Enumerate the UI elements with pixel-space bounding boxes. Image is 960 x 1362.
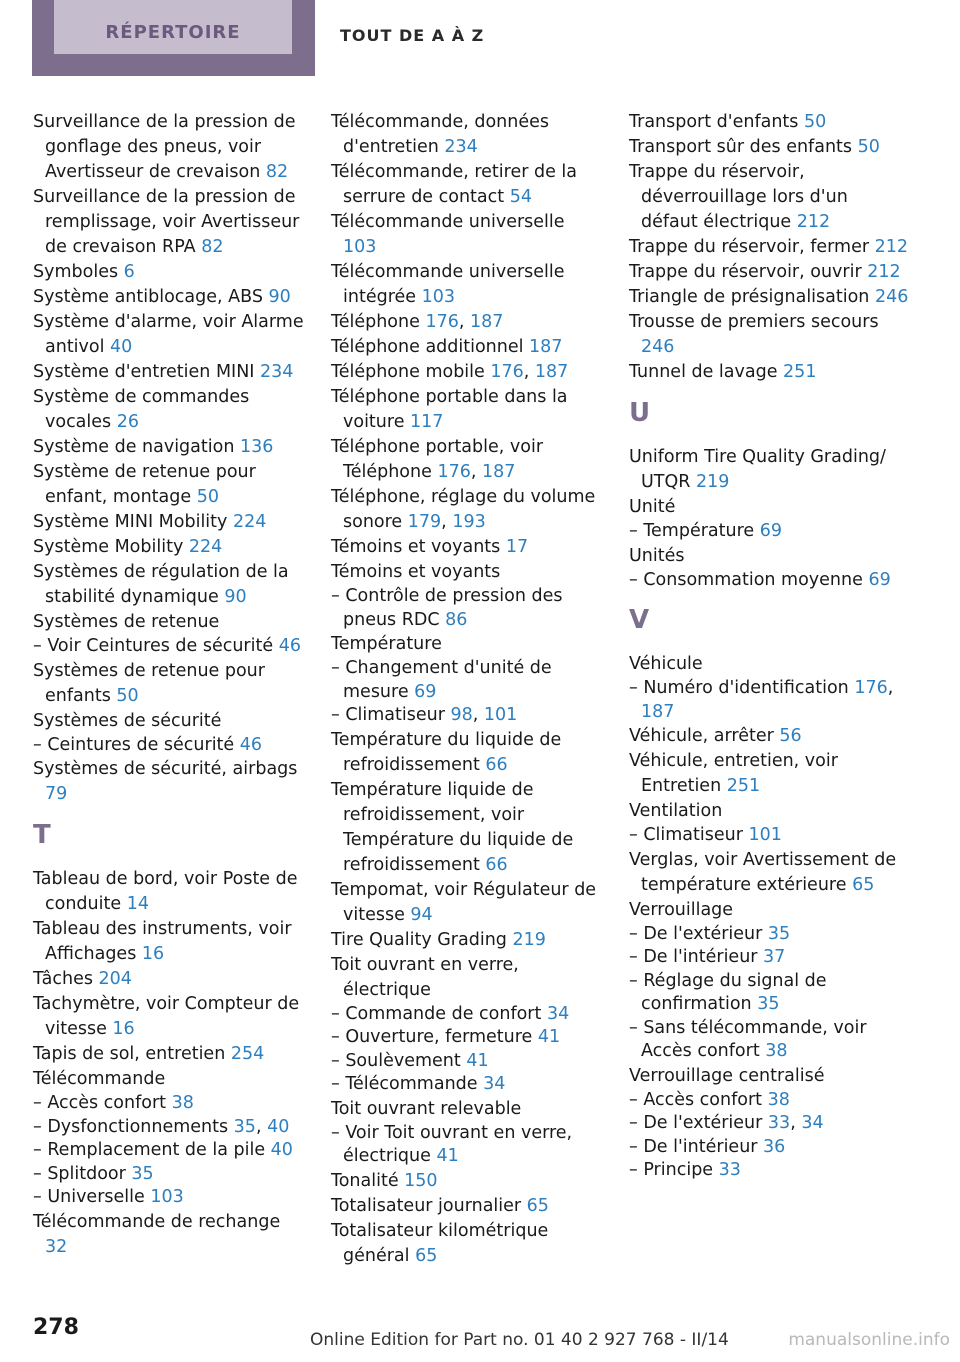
index-entry: Unités — [629, 545, 685, 566]
page-link[interactable]: 219 — [696, 472, 730, 492]
page-header — [0, 0, 960, 76]
page-link[interactable]: 35 — [757, 994, 780, 1014]
index-entry: Télécommande, données d'entretien 234 — [331, 112, 549, 157]
index-entry: Température du liquide de refroidissement 66 — [331, 729, 562, 775]
page-link[interactable]: 224 — [188, 537, 223, 557]
page-link[interactable]: 187 — [482, 462, 516, 482]
index-entry: Système d'entretien MINI 234 — [33, 362, 294, 382]
tab-repertoire[interactable] — [32, 0, 315, 76]
page-link[interactable]: 40 — [270, 1140, 293, 1160]
page-link[interactable]: 179 — [407, 512, 442, 532]
page-link[interactable]: 14 — [126, 894, 149, 914]
index-entry: Système Mobility 224 — [33, 537, 223, 557]
index-subentry: – Consommation moyenne 69 — [629, 569, 891, 590]
page-link[interactable]: 16 — [141, 944, 165, 964]
page-link[interactable]: 103 — [343, 237, 377, 257]
index-entry: Véhicule, entretien, voir Entretien 251 — [629, 751, 838, 796]
index-entry: Télécommande de rechange 32 — [33, 1211, 281, 1257]
page-link[interactable]: 6 — [123, 262, 135, 282]
page-link[interactable]: 34 — [801, 1113, 824, 1133]
page-link[interactable]: 103 — [150, 1187, 184, 1207]
page-link[interactable]: 35 — [767, 923, 791, 944]
page-link[interactable]: 69 — [759, 521, 783, 541]
page-link[interactable]: 32 — [45, 1236, 68, 1257]
page-link[interactable]: 66 — [485, 754, 508, 775]
index-column-1 — [33, 110, 305, 1260]
index-entry: Tempomat, voir Régulateur de vitesse 94 — [331, 879, 597, 925]
index-entry: Système de navigation 136 — [33, 437, 274, 457]
tab-repertoire-label: RÉPERTOIRE — [105, 22, 241, 43]
page-link[interactable]: 79 — [45, 784, 68, 804]
index-entry: Transport d'enfants 50 — [629, 112, 827, 132]
index-subentry: – De l'intérieur 36 — [629, 1136, 786, 1157]
section-letter-v: V — [629, 605, 650, 635]
index-entry: Systèmes de régulation de la stabilité dynamique 90 — [33, 562, 289, 607]
page-link[interactable]: 37 — [763, 947, 786, 967]
page-link[interactable]: 41 — [436, 1146, 459, 1166]
index-entry: Systèmes de sécurité — [33, 710, 222, 731]
page-link[interactable]: 86 — [445, 609, 468, 630]
page-link[interactable]: 176 — [437, 462, 471, 482]
page-link[interactable]: 254 — [230, 1044, 265, 1064]
index-subentry: – Ceintures de sécurité 46 — [33, 734, 263, 755]
page-link[interactable]: 90 — [268, 287, 291, 307]
index-entry: Système d'alarme, voir Alarme antivol 40 — [33, 312, 304, 357]
page-link[interactable]: 33 — [767, 1113, 791, 1133]
index-entry: Trappe du réservoir, déverrouillage lors d'un défaut électrique 212 — [629, 162, 848, 232]
page-link[interactable]: 193 — [452, 512, 486, 532]
index-entry: Systèmes de sécurité, airbags 79 — [33, 759, 298, 804]
index-subentry: – De l'extérieur 33, 34 — [629, 1113, 824, 1133]
index-entry: Véhicule — [629, 654, 703, 674]
page-link[interactable]: 35 — [131, 1163, 154, 1184]
index-entry: Système de retenue pour enfant, montage 50 — [33, 462, 256, 507]
page-link[interactable]: 176 — [490, 362, 524, 382]
index-entry: Uniform Tire Quality Grading/ UTQR 219 — [629, 447, 886, 492]
index-entry: Température — [331, 634, 442, 654]
index-entry: Témoins et voyants 17 — [331, 537, 529, 557]
index-subentry: – Soulèvement 41 — [331, 1050, 489, 1071]
page-link[interactable]: 117 — [410, 412, 444, 432]
page-link[interactable]: 101 — [483, 705, 518, 725]
index-entry: Symboles 6 — [33, 262, 135, 282]
tab-tout-de-a-a-z[interactable]: TOUT DE A À Z — [340, 26, 485, 45]
page-link[interactable]: 35 — [233, 1116, 256, 1137]
index-entry: Systèmes de retenue pour enfants 50 — [33, 660, 265, 706]
index-entry: Trappe du réservoir, ouvrir 212 — [629, 262, 901, 282]
edition-footer: Online Edition for Part no. 01 40 2 927 768 - II/14 — [310, 1330, 729, 1350]
page-link[interactable]: 176 — [425, 312, 459, 332]
index-entry: Tachymètre, voir Compteur de vitesse 16 — [33, 994, 300, 1039]
page-link[interactable]: 136 — [239, 437, 274, 457]
page-link[interactable]: 65 — [415, 1245, 438, 1266]
page-link[interactable]: 246 — [641, 337, 675, 357]
index-entry: Toit ouvrant en verre, électrique — [331, 954, 519, 1000]
page-link[interactable]: 34 — [546, 1003, 570, 1024]
page-link[interactable]: 98 — [450, 705, 473, 725]
index-entry: Surveillance de la pression de gonflage des pneus, voir Avertisseur de crevaison 82 — [33, 112, 296, 182]
index-entry: Tapis de sol, entretien 254 — [33, 1044, 265, 1064]
index-subentry: – Remplacement de la pile 40 — [33, 1140, 293, 1160]
index-subentry: – Splitdoor 35 — [33, 1163, 154, 1184]
index-entry: Téléphone, réglage du volume sonore 179, 193 — [331, 487, 596, 532]
index-subentry: – Numéro d'identification 176, 187 — [629, 678, 894, 722]
index-entry: Transport sûr des enfants 50 — [629, 137, 880, 157]
page-link[interactable]: 36 — [763, 1136, 786, 1157]
index-subentry: – Télécommande 34 — [331, 1074, 506, 1094]
page-link[interactable]: 212 — [796, 212, 831, 232]
index-subentry: – Sans télécommande, voir Accès confort 38 — [629, 1017, 867, 1061]
page-number: 278 — [33, 1315, 79, 1340]
page-link[interactable]: 187 — [529, 337, 563, 357]
index-entry: Véhicule, arrêter 56 — [629, 726, 802, 746]
index-subentry: – Réglage du signal de confirmation 35 — [629, 970, 827, 1014]
page-link[interactable]: 69 — [414, 681, 437, 702]
page-link[interactable]: 33 — [718, 1160, 741, 1180]
section-letter-u: U — [629, 398, 651, 428]
index-subentry: – Accès confort 38 — [629, 1089, 790, 1110]
page-link[interactable]: 219 — [512, 929, 546, 950]
page-link[interactable]: 66 — [485, 854, 508, 875]
page-link[interactable]: 82 — [201, 237, 224, 257]
index-subentry: – Température 69 — [629, 521, 783, 541]
index-subentry: – Universelle 103 — [33, 1187, 184, 1207]
page-link[interactable]: 82 — [265, 162, 289, 182]
index-entry: Téléphone portable dans la voiture 117 — [331, 387, 568, 432]
index-entry: Verrouillage centralisé — [629, 1065, 825, 1086]
page-link[interactable]: 150 — [404, 1170, 438, 1191]
page-link[interactable]: 234 — [444, 137, 478, 157]
index-entry: Verglas, voir Avertissement de température extérieure 65 — [629, 849, 897, 895]
index-subentry: – Dysfonctionnements 35, 40 — [33, 1116, 290, 1137]
index-entry: Tableau de bord, voir Poste de conduite 14 — [33, 869, 298, 914]
page-link[interactable]: 187 — [641, 701, 675, 722]
index-entry: Surveillance de la pression de remplissage, voir Avertisseur de crevaison RPA 82 — [33, 187, 300, 257]
page-link[interactable]: 204 — [98, 969, 132, 989]
index-entry: Ventilation — [629, 801, 723, 821]
page-link[interactable]: 94 — [410, 904, 433, 925]
page-link[interactable]: 38 — [767, 1089, 790, 1110]
index-subentry: – Climatiseur 101 — [629, 825, 782, 845]
index-entry: Télécommande — [33, 1069, 166, 1089]
index-entry: Télécommande universelle intégrée 103 — [331, 262, 565, 307]
page-link[interactable]: 38 — [171, 1093, 194, 1113]
index-entry: Tunnel de lavage 251 — [629, 362, 817, 382]
page-link[interactable]: 41 — [466, 1050, 489, 1071]
index-entry: Unité — [629, 497, 676, 517]
page-link[interactable]: 40 — [110, 337, 133, 357]
page-link[interactable]: 46 — [278, 636, 301, 656]
index-subentry: – Changement d'unité de mesure 69 — [331, 658, 552, 702]
index-entry: Tableau des instruments, voir Affichages 16 — [33, 919, 292, 964]
index-entry: Téléphone 176, 187 — [331, 312, 504, 332]
index-subentry: – Commande de confort 34 — [331, 1003, 570, 1024]
page-link[interactable]: 17 — [505, 537, 529, 557]
page-link[interactable]: 34 — [483, 1074, 506, 1094]
index-subentry: – Voir Toit ouvrant en verre, électrique 41 — [331, 1122, 573, 1166]
index-entry: Température liquide de refroidissement, voir Température du liquide de refroidissement 66 — [331, 779, 574, 875]
page-link[interactable]: 187 — [534, 362, 569, 382]
page-link[interactable]: 90 — [224, 587, 247, 607]
index-entry: Système de commandes vocales 26 — [33, 387, 250, 432]
page-link[interactable]: 101 — [748, 825, 782, 845]
index-column-3 — [629, 110, 909, 1183]
page-link[interactable]: 176 — [854, 678, 888, 698]
index-entry: Téléphone additionnel 187 — [331, 337, 563, 357]
page-link[interactable]: 50 — [803, 112, 827, 132]
page-link[interactable]: 224 — [232, 512, 267, 532]
index-entry: Tire Quality Grading 219 — [331, 929, 546, 950]
watermark: manualsonline.info — [788, 1330, 950, 1350]
index-entry: Trousse de premiers secours 246 — [629, 312, 879, 357]
page-link[interactable]: 212 — [867, 262, 901, 282]
page-link[interactable]: 69 — [868, 569, 891, 590]
index-subentry: – Ouverture, fermeture 41 — [331, 1027, 561, 1047]
page-link[interactable]: 212 — [874, 237, 909, 257]
page-link[interactable]: 65 — [526, 1195, 549, 1216]
index-entry: Système MINI Mobility 224 — [33, 512, 267, 532]
index-entry: Verrouillage — [629, 899, 734, 920]
page-link[interactable]: 40 — [267, 1116, 290, 1137]
index-entry: Toit ouvrant relevable — [331, 1098, 522, 1119]
index-entry: Tonalité 150 — [331, 1170, 438, 1191]
page-link[interactable]: 26 — [116, 412, 139, 432]
index-entry: Télécommande universelle 103 — [331, 212, 565, 257]
index-column-2 — [331, 110, 603, 1269]
page-link[interactable]: 38 — [765, 1041, 788, 1061]
index-subentry: – Contrôle de pression des pneus RDC 86 — [331, 586, 563, 630]
index-entry: Totalisateur kilométrique général 65 — [331, 1220, 549, 1266]
index-subentry: – Principe 33 — [629, 1160, 741, 1180]
page-link[interactable]: 234 — [260, 362, 294, 382]
page-link[interactable]: 50 — [196, 487, 219, 507]
index-subentry: – De l'intérieur 37 — [629, 947, 786, 967]
page-link[interactable]: 246 — [874, 287, 909, 307]
page-link[interactable]: 41 — [537, 1027, 561, 1047]
page-link[interactable]: 56 — [779, 726, 802, 746]
index-entry: Témoins et voyants — [331, 562, 501, 582]
page-link[interactable]: 187 — [470, 312, 504, 332]
index-entry: Systèmes de retenue — [33, 612, 220, 632]
index-entry: Télécommande, retirer de la serrure de contact 54 — [331, 162, 578, 207]
page-link[interactable]: 16 — [112, 1019, 135, 1039]
page-link[interactable]: 251 — [783, 362, 817, 382]
index-subentry: – De l'extérieur 35 — [629, 923, 791, 944]
index-entry: Trappe du réservoir, fermer 212 — [629, 237, 909, 257]
page-link[interactable]: 46 — [239, 734, 263, 755]
index-entry: Système antiblocage, ABS 90 — [33, 287, 291, 307]
index-entry: Triangle de présignalisation 246 — [629, 287, 909, 307]
index-entry: Tâches 204 — [33, 969, 132, 989]
index-subentry: – Voir Ceintures de sécurité 46 — [33, 636, 301, 656]
index-entry: Téléphone portable, voir Téléphone 176, 187 — [331, 437, 544, 482]
index-subentry: – Climatiseur 98, 101 — [331, 705, 518, 725]
section-letter-t: T — [33, 820, 51, 850]
page-link[interactable]: 251 — [726, 776, 761, 796]
page-link[interactable]: 65 — [852, 874, 875, 895]
page-link[interactable]: 54 — [509, 187, 532, 207]
index-entry: Totalisateur journalier 65 — [331, 1195, 549, 1216]
page-link[interactable]: 50 — [857, 137, 880, 157]
page-link[interactable]: 50 — [116, 685, 139, 706]
index-subentry: – Accès confort 38 — [33, 1093, 194, 1113]
page-link[interactable]: 103 — [421, 287, 456, 307]
index-entry: Téléphone mobile 176, 187 — [331, 362, 569, 382]
